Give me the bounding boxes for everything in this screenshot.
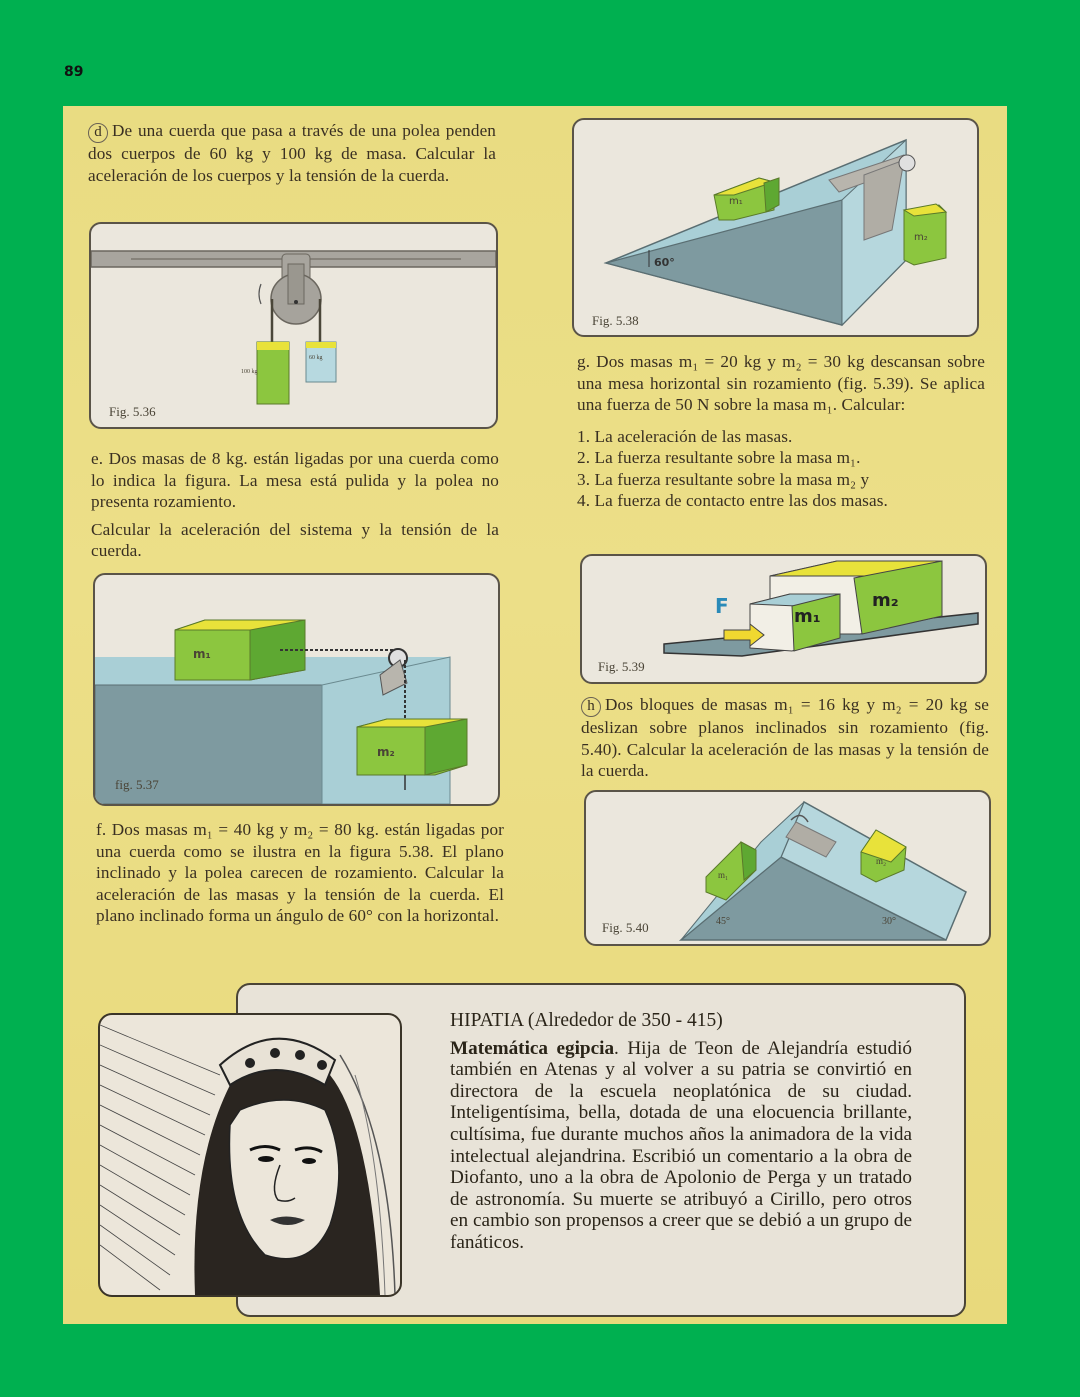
mass-label-left: 100 kg [241, 369, 258, 375]
problem-marker-d: d [88, 123, 108, 143]
inclined-plane-diagram [574, 120, 977, 335]
page-number: 89 [64, 64, 84, 80]
pulley-diagram [91, 224, 496, 427]
problem-e-text-2: Calcular la aceleración del sistema y la tensión de la cuerda. [91, 519, 499, 560]
biography-title: HIPATIA (Alrededor de 350 - 415) [450, 1010, 723, 1031]
m1-label: m₁ [718, 870, 729, 880]
biography-body [450, 1038, 912, 1254]
list-item: 1. La aceleración de las masas. [577, 426, 793, 446]
figure-caption: Fig. 5.40 [602, 920, 649, 935]
list-item: 2. La fuerza resultante sobre la masa m₁. [577, 448, 861, 467]
figure-caption: Fig. 5.39 [598, 659, 645, 674]
problem-d-text: De una cuerda que pasa a través de una polea penden dos cuerpos de 60 kg y 100 kg de masa. Calcular la aceleración de los cuerpos y la tensión de la cuerda. [88, 121, 496, 185]
figure-5-40 [584, 790, 991, 946]
m2-label: m₂ [876, 856, 887, 866]
force-label: F [715, 594, 729, 618]
figure-5-36 [89, 222, 498, 429]
figure-caption: Fig. 5.36 [109, 404, 156, 419]
portrait-drawing [100, 1015, 400, 1295]
problem-g [577, 351, 985, 512]
problem-g-text: g. Dos masas m₁ = 20 kg y m₂ = 30 kg descansan sobre una mesa horizontal sin rozamiento (fig. 5.39). Se aplica una fuerza de 50 N sobre la masa m₁. Calcular: [577, 352, 985, 414]
mass-label-right: 60 kg [309, 355, 323, 361]
figure-5-37 [93, 573, 500, 806]
problem-f-text: f. Dos masas m₁ = 40 kg y m₂ = 80 kg. están ligadas por una cuerda como se ilustra en la figura 5.38. El plano inclinado y la polea carecen de rozamiento. Calcular la aceleración de las masas y la tensión de la cuerda. El plano inclinado forma un ángulo de 60° con la horizontal. [96, 820, 504, 925]
biography-text [450, 1010, 912, 1254]
biography-paragraph: . Hija de Teon de Alejandría estudió también en Atenas y al volver a su patria se convirtió en directora de la escuela neoplatónica de su ciudad. Inteligentísima, bella, dotada de una elocuencia brillante, cultísima, fue durante muchos años la animadora de la vida intelectual alejandrina. Escribió un comentario a la obra de Diofanto, uno a la obra de Apolonio de Perga y un tratado de astronomía. Su muerte se atribuyó a Cirillo, pero otros en cambio son propensos a creer que se debió a un grupo de fanáticos. [450, 1037, 912, 1253]
m2-label: m₂ [872, 590, 899, 611]
hypatia-portrait [98, 1013, 402, 1297]
list-item: 4. La fuerza de contacto entre las dos masas. [577, 491, 888, 510]
angle-label: 60° [654, 256, 675, 269]
biography-lead: Matemática egipcia [450, 1037, 615, 1059]
m1-label: m₁ [193, 647, 211, 661]
figure-5-39 [580, 554, 987, 684]
problem-marker-h: h [581, 697, 601, 717]
m2-label: m₂ [914, 232, 928, 243]
problem-h-text: Dos bloques de masas m₁ = 16 kg y m₂ = 20 kg se deslizan sobre planos inclinados sin rozamiento (fig. 5.40). Calcular la aceleración de las masas y la tensión de la cuerda. [581, 695, 989, 780]
figure-caption: fig. 5.37 [115, 777, 159, 792]
m2-label: m₂ [377, 745, 395, 759]
list-item: 3. La fuerza resultante sobre la masa m₂ y [577, 469, 870, 489]
problem-e-text-1: e. Dos masas de 8 kg. están ligadas por una cuerda como lo indica la figura. La mesa está pulida y la polea no presenta rozamiento. [91, 449, 499, 511]
problem-g-list [577, 426, 985, 512]
angle-right-label: 30° [882, 916, 896, 927]
table-pulley-diagram [95, 575, 498, 804]
problem-e [91, 448, 499, 562]
problem-f [96, 819, 504, 927]
m1-label: m₁ [794, 606, 821, 627]
figure-caption: Fig. 5.38 [592, 313, 639, 328]
m1-label: m₁ [729, 196, 743, 207]
problem-h [581, 694, 989, 782]
figure-5-38 [572, 118, 979, 337]
problem-d [88, 120, 496, 186]
angle-left-label: 45° [716, 916, 730, 927]
